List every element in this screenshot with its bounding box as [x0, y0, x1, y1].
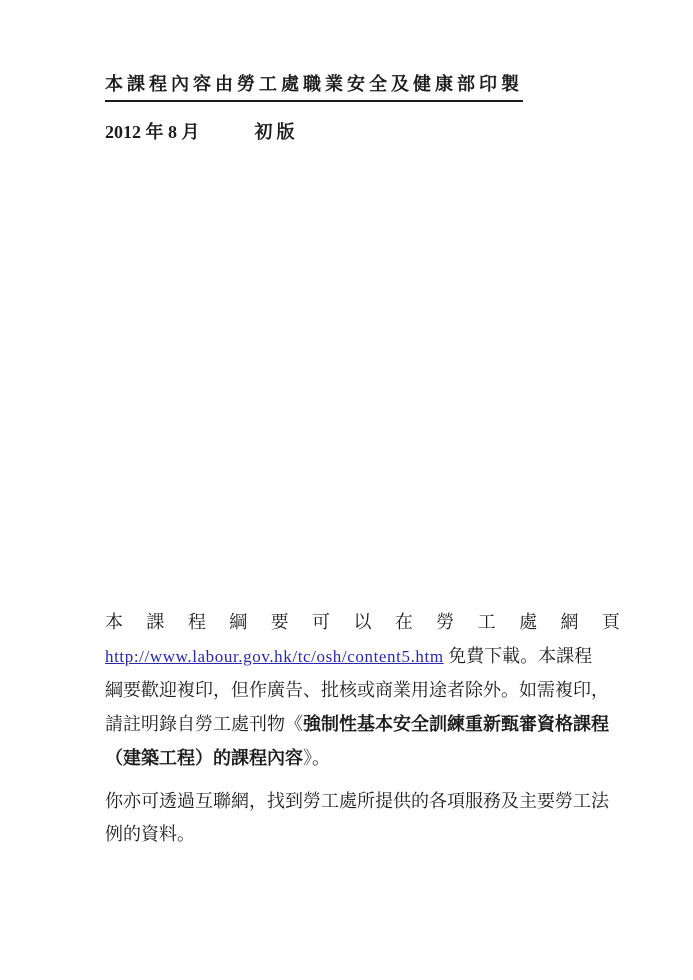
publication-title-part1: 強制性基本安全訓練重新甄審資格課程 — [303, 714, 609, 734]
internet-paragraph — [105, 785, 620, 851]
publication-title-part2: （建築工程）的課程內容 — [105, 748, 303, 768]
after-link-text: 免費下載。本課程 — [443, 646, 593, 666]
download-paragraph — [105, 605, 620, 775]
page-heading — [105, 70, 523, 102]
edition-label: 初版 — [254, 122, 299, 142]
internet-paragraph-line2: 例的資料。 — [105, 824, 195, 844]
download-paragraph-intro-line: 本 課 程 綱 要 可 以 在 勞 工 處 網 頁 — [105, 612, 620, 632]
download-paragraph-link-line — [105, 639, 620, 673]
edition-date: 2012 年 8 月 — [105, 122, 200, 142]
download-paragraph-line3: 綱要歡迎複印，但作廣告、批核或商業用途者除外。如需複印， — [105, 680, 609, 700]
page-heading-text: 本課程內容由勞工處職業安全及健康部印製 — [105, 70, 523, 102]
publication-cite-prefix: 請註明錄自勞工處刊物《 — [105, 714, 303, 734]
content-page-link[interactable]: http://www.labour.gov.hk/tc/osh/content5.htm — [105, 647, 444, 666]
download-paragraph-line4 — [105, 707, 620, 741]
download-paragraph-line5 — [105, 741, 620, 775]
edition-line — [105, 118, 299, 144]
publication-cite-suffix: 》。 — [303, 748, 330, 768]
internet-paragraph-line1: 你亦可透過互聯網，找到勞工處所提供的各項服務及主要勞工法 — [105, 791, 609, 811]
